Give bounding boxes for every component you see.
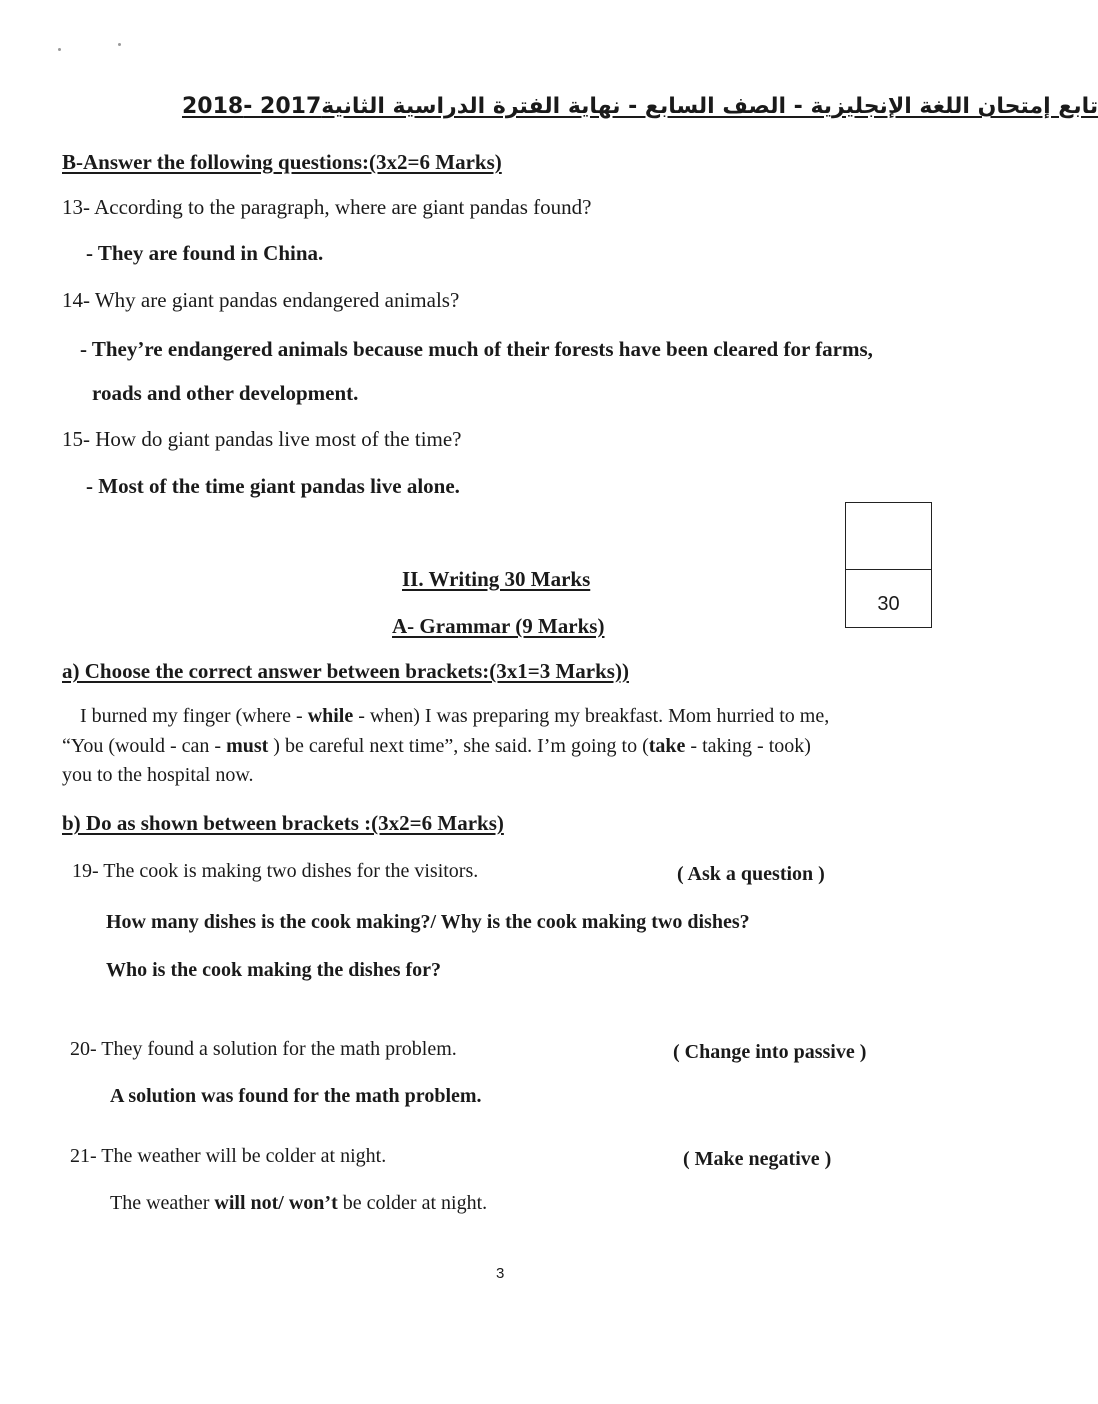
grammar-title: A- Grammar (9 Marks) (392, 614, 605, 638)
correct-choice: must (226, 735, 269, 757)
answer-20: A solution was found for the math problem. (110, 1085, 482, 1107)
exam-header-title: تابع إمتحان اللغة الإنجليزية - الصف السابع - نهاية الفترة الدراسية الثانية2017 -2018 (182, 94, 1098, 119)
correct-choice: while (307, 705, 354, 727)
answer-14-line1: - They’re endangered animals because much of their forests have been cleared for farms, (80, 337, 873, 361)
correct-choice: take (648, 735, 686, 757)
question-20: 20- They found a solution for the math problem. (70, 1038, 457, 1060)
text: I burned my finger (where - (80, 705, 308, 727)
part-b-heading: b) Do as shown between brackets :(3x2=6 Marks) (62, 811, 504, 835)
score-total: 30 (877, 593, 900, 615)
answer-15: - Most of the time giant pandas live alone. (86, 474, 460, 498)
instruction-20: ( Change into passive ) (673, 1041, 867, 1063)
question-15: 15- How do giant pandas live most of the time? (62, 427, 462, 451)
question-14: 14- Why are giant pandas endangered animals? (62, 288, 460, 312)
instruction-19: ( Ask a question ) (677, 863, 825, 885)
text: ) be careful next time”, she said. I’m going to ( (268, 735, 649, 757)
grammar-paragraph-line3: you to the hospital now. (62, 764, 254, 786)
text: be colder at night. (337, 1192, 488, 1214)
answer-14-line2: roads and other development. (92, 381, 359, 405)
text: “You (would - can - (62, 735, 227, 757)
page-number: 3 (496, 1265, 505, 1282)
question-19: 19- The cook is making two dishes for the visitors. (72, 860, 479, 882)
text: - when) I was preparing my breakfast. Mom hurried to me, (353, 705, 830, 727)
instruction-21: ( Make negative ) (683, 1148, 832, 1170)
grammar-paragraph-line1 (80, 705, 829, 728)
text: The weather (110, 1192, 215, 1214)
score-box-divider (846, 569, 931, 570)
text: - taking - took) (685, 735, 811, 757)
answer-13: - They are found in China. (86, 241, 324, 265)
answer-19-line2: Who is the cook making the dishes for? (106, 959, 442, 981)
answer-21 (110, 1192, 487, 1215)
scan-speck (58, 48, 61, 51)
question-13: 13- According to the paragraph, where are giant pandas found? (62, 195, 592, 219)
answer-emphasis: will not/ won’t (214, 1192, 338, 1214)
answer-19-line1: How many dishes is the cook making?/ Why is the cook making two dishes? (106, 911, 750, 933)
score-box (845, 502, 932, 628)
scan-speck (118, 43, 121, 46)
grammar-paragraph-line2 (62, 735, 811, 758)
part-a-heading: a) Choose the correct answer between brackets:(3x1=3 Marks)) (62, 659, 629, 683)
question-21: 21- The weather will be colder at night. (70, 1145, 387, 1167)
writing-title: II. Writing 30 Marks (402, 567, 591, 591)
section-b-heading: B-Answer the following questions:(3x2=6 Marks) (62, 150, 502, 174)
